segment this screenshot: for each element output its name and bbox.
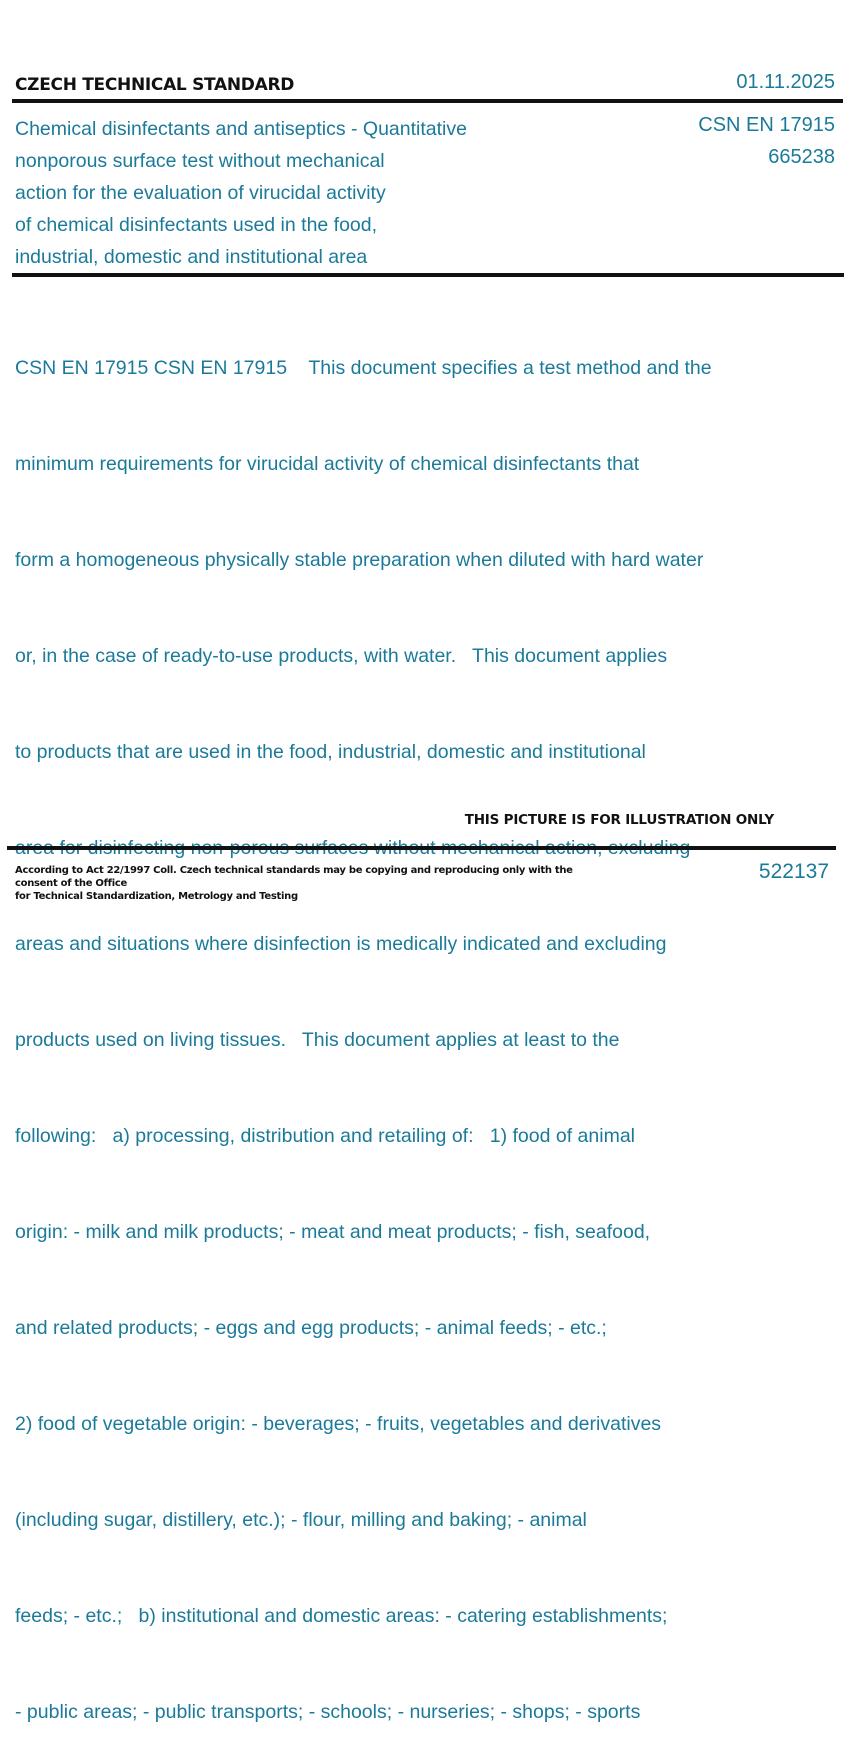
class-number: 665238 bbox=[768, 146, 835, 168]
legal-line: According to Act 22/1997 Coll. Czech technical standards may be copying and reproducing only with the consent of the Office bbox=[15, 865, 573, 889]
abstract-line: following: a) processing, distribution and retailing of: 1) food of animal bbox=[15, 1125, 636, 1147]
document-number: 522137 bbox=[758, 860, 829, 883]
abstract-line: or, in the case of ready-to-use products, with water. This document applies bbox=[15, 645, 668, 667]
standard-code: CSN EN 17915 bbox=[698, 114, 835, 136]
abstract-line: areas and situations where disinfection is medically indicated and excluding bbox=[15, 933, 667, 955]
abstract-line: - public areas; - public transports; - schools; - nurseries; - shops; - sports bbox=[15, 1701, 641, 1723]
document-type-label: CZECH TECHNICAL STANDARD bbox=[15, 75, 295, 95]
abstract-line: 2) food of vegetable origin: - beverages; - fruits, vegetables and derivatives bbox=[15, 1413, 662, 1435]
abstract-line: form a homogeneous physically stable preparation when diluted with hard water bbox=[15, 549, 704, 571]
title-divider bbox=[12, 273, 844, 277]
header-divider bbox=[12, 99, 843, 103]
abstract-text bbox=[15, 288, 815, 1760]
legal-notice bbox=[15, 864, 595, 903]
legal-line: for Technical Standardization, Metrology and Testing bbox=[15, 891, 298, 902]
title-line: industrial, domestic and institutional area bbox=[15, 246, 368, 268]
footer-divider bbox=[7, 846, 836, 850]
abstract-line: CSN EN 17915 CSN EN 17915 This document specifies a test method and the bbox=[15, 357, 712, 379]
abstract-line: to products that are used in the food, industrial, domestic and institutional bbox=[15, 741, 646, 763]
title-line: nonporous surface test without mechanical bbox=[15, 150, 385, 172]
abstract-line: origin: - milk and milk products; - meat and meat products; - fish, seafood, bbox=[15, 1221, 651, 1243]
title-line: Chemical disinfectants and antiseptics - Quantitative bbox=[15, 118, 467, 140]
title-line: action for the evaluation of virucidal activity bbox=[15, 182, 386, 204]
illustration-note: THIS PICTURE IS FOR ILLUSTRATION ONLY bbox=[464, 812, 774, 828]
abstract-line: (including sugar, distillery, etc.); - flour, milling and baking; - animal bbox=[15, 1509, 587, 1531]
standard-title bbox=[15, 113, 575, 273]
publication-date: 01.11.2025 bbox=[736, 71, 835, 93]
abstract-line: products used on living tissues. This document applies at least to the bbox=[15, 1029, 620, 1051]
abstract-line: minimum requirements for virucidal activity of chemical disinfectants that bbox=[15, 453, 640, 475]
abstract-line: feeds; - etc.; b) institutional and domestic areas: - catering establishments; bbox=[15, 1605, 668, 1627]
title-line: of chemical disinfectants used in the food, bbox=[15, 214, 378, 236]
abstract-line: and related products; - eggs and egg products; - animal feeds; - etc.; bbox=[15, 1317, 607, 1339]
